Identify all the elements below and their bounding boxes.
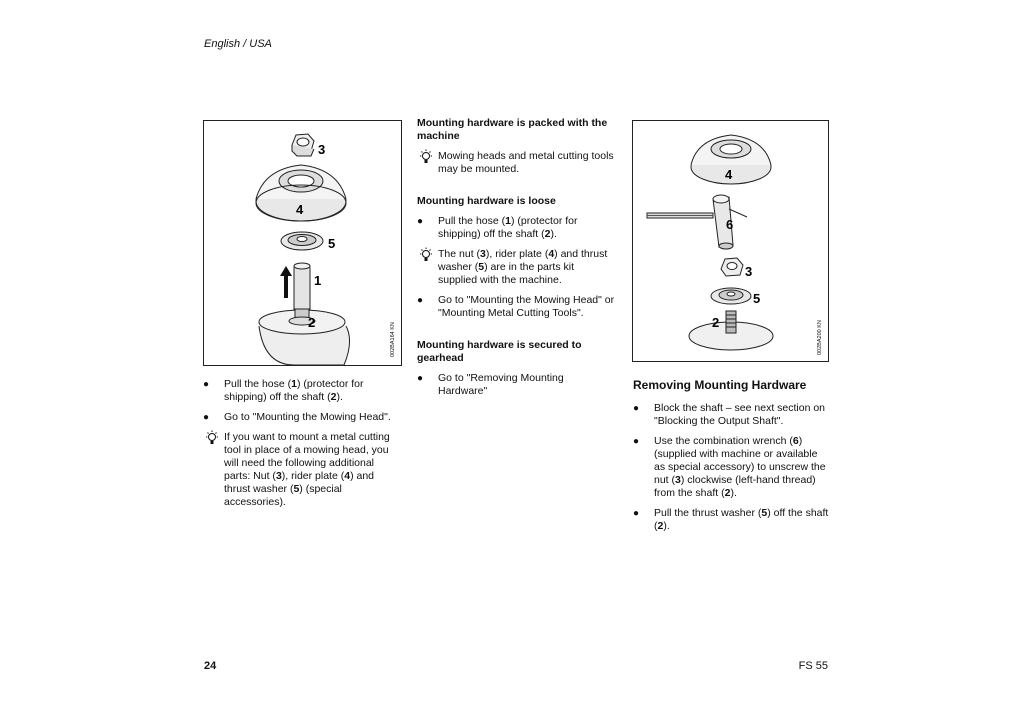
figure-label-1: 1 bbox=[314, 273, 322, 288]
lightbulb-icon bbox=[204, 430, 220, 446]
figure-label-3: 3 bbox=[745, 264, 753, 279]
bullet-icon: ● bbox=[417, 216, 424, 227]
figure-label-5: 5 bbox=[753, 291, 761, 306]
figure-removing-hardware bbox=[632, 120, 829, 362]
model-name: FS 55 bbox=[798, 660, 828, 672]
bullet-item: ● Use the combination wrench (6) (supplied with machine or available as special accessory) to unscrew the nut (3) clockwise (left-hand thread) from the shaft (2). bbox=[633, 435, 826, 499]
shaft-2-drawing bbox=[689, 311, 773, 350]
figure-label-4: 4 bbox=[725, 167, 733, 182]
bullet-icon: ● bbox=[203, 412, 210, 423]
right-column bbox=[633, 379, 831, 540]
bullet-item: ● Block the shaft – see next section on "Blocking the Output Shaft". bbox=[633, 402, 826, 427]
page-number: 24 bbox=[204, 660, 217, 672]
bullet-icon: ● bbox=[633, 436, 640, 447]
mounting-parts-illustration bbox=[204, 121, 401, 365]
figure-code: 002BA200 KN bbox=[817, 320, 823, 355]
thrust-washer-5-drawing bbox=[711, 288, 751, 304]
bullet-item: ● Pull the hose (1) (protector for shipping) off the shaft (2). bbox=[417, 215, 578, 240]
note-item: If you want to mount a metal cutting tool in place of a mowing head, you will need the following additional parts: Nut (3), rider plate (4) and thrust washer (5) (special accessories). bbox=[203, 431, 401, 509]
lightbulb-icon bbox=[418, 149, 434, 165]
gearhead-drawing bbox=[259, 309, 350, 365]
bullet-icon: ● bbox=[203, 379, 210, 390]
bullet-icon: ● bbox=[633, 403, 640, 414]
bullet-item: ● Pull the thrust washer (5) off the shaft (2). bbox=[633, 507, 829, 532]
bullet-item: ● Pull the hose (1) (protector for shipping) off the shaft (2). bbox=[203, 378, 364, 403]
figure-label-2: 2 bbox=[712, 315, 720, 330]
bullet-icon: ● bbox=[417, 295, 424, 306]
figure-label-4: 4 bbox=[296, 202, 304, 217]
left-column bbox=[203, 378, 401, 516]
bullet-icon: ● bbox=[417, 373, 424, 384]
bullet-item: ● Go to "Removing Mounting Hardware" bbox=[417, 372, 564, 397]
figure-label-6: 6 bbox=[726, 217, 734, 232]
nut-3-drawing bbox=[721, 258, 743, 276]
bullet-icon: ● bbox=[633, 508, 640, 519]
section-title: Removing Mounting Hardware bbox=[633, 378, 807, 392]
arrow-up-icon bbox=[280, 266, 292, 298]
hose-1-drawing bbox=[294, 263, 310, 315]
figure-mounting-parts bbox=[203, 120, 402, 366]
lightbulb-icon bbox=[418, 247, 434, 263]
middle-column bbox=[417, 117, 615, 405]
note-item: The nut (3), rider plate (4) and thrust washer (5) are in the parts kit supplied with the machine. bbox=[417, 248, 615, 287]
figure-label-3: 3 bbox=[318, 142, 326, 157]
figure-code: 002BA164 KN bbox=[390, 322, 396, 357]
thrust-washer-5-drawing bbox=[281, 232, 323, 250]
bullet-item: ● Go to "Mounting the Mowing Head". bbox=[203, 411, 391, 423]
bullet-item: ● Go to "Mounting the Mowing Head" or "Mounting Metal Cutting Tools". bbox=[417, 294, 615, 319]
section-heading: Mounting hardware is loose bbox=[417, 195, 556, 207]
note-item: Mowing heads and metal cutting tools may be mounted. bbox=[417, 150, 615, 176]
figure-label-5: 5 bbox=[328, 236, 336, 251]
removing-hardware-illustration bbox=[633, 121, 828, 361]
header-language: English / USA bbox=[204, 38, 272, 50]
figure-label-2: 2 bbox=[308, 315, 316, 330]
section-heading: Mounting hardware is secured to gearhead bbox=[417, 339, 582, 364]
nut-3-drawing bbox=[292, 134, 314, 156]
section-heading: Mounting hardware is packed with the machine bbox=[417, 117, 608, 142]
